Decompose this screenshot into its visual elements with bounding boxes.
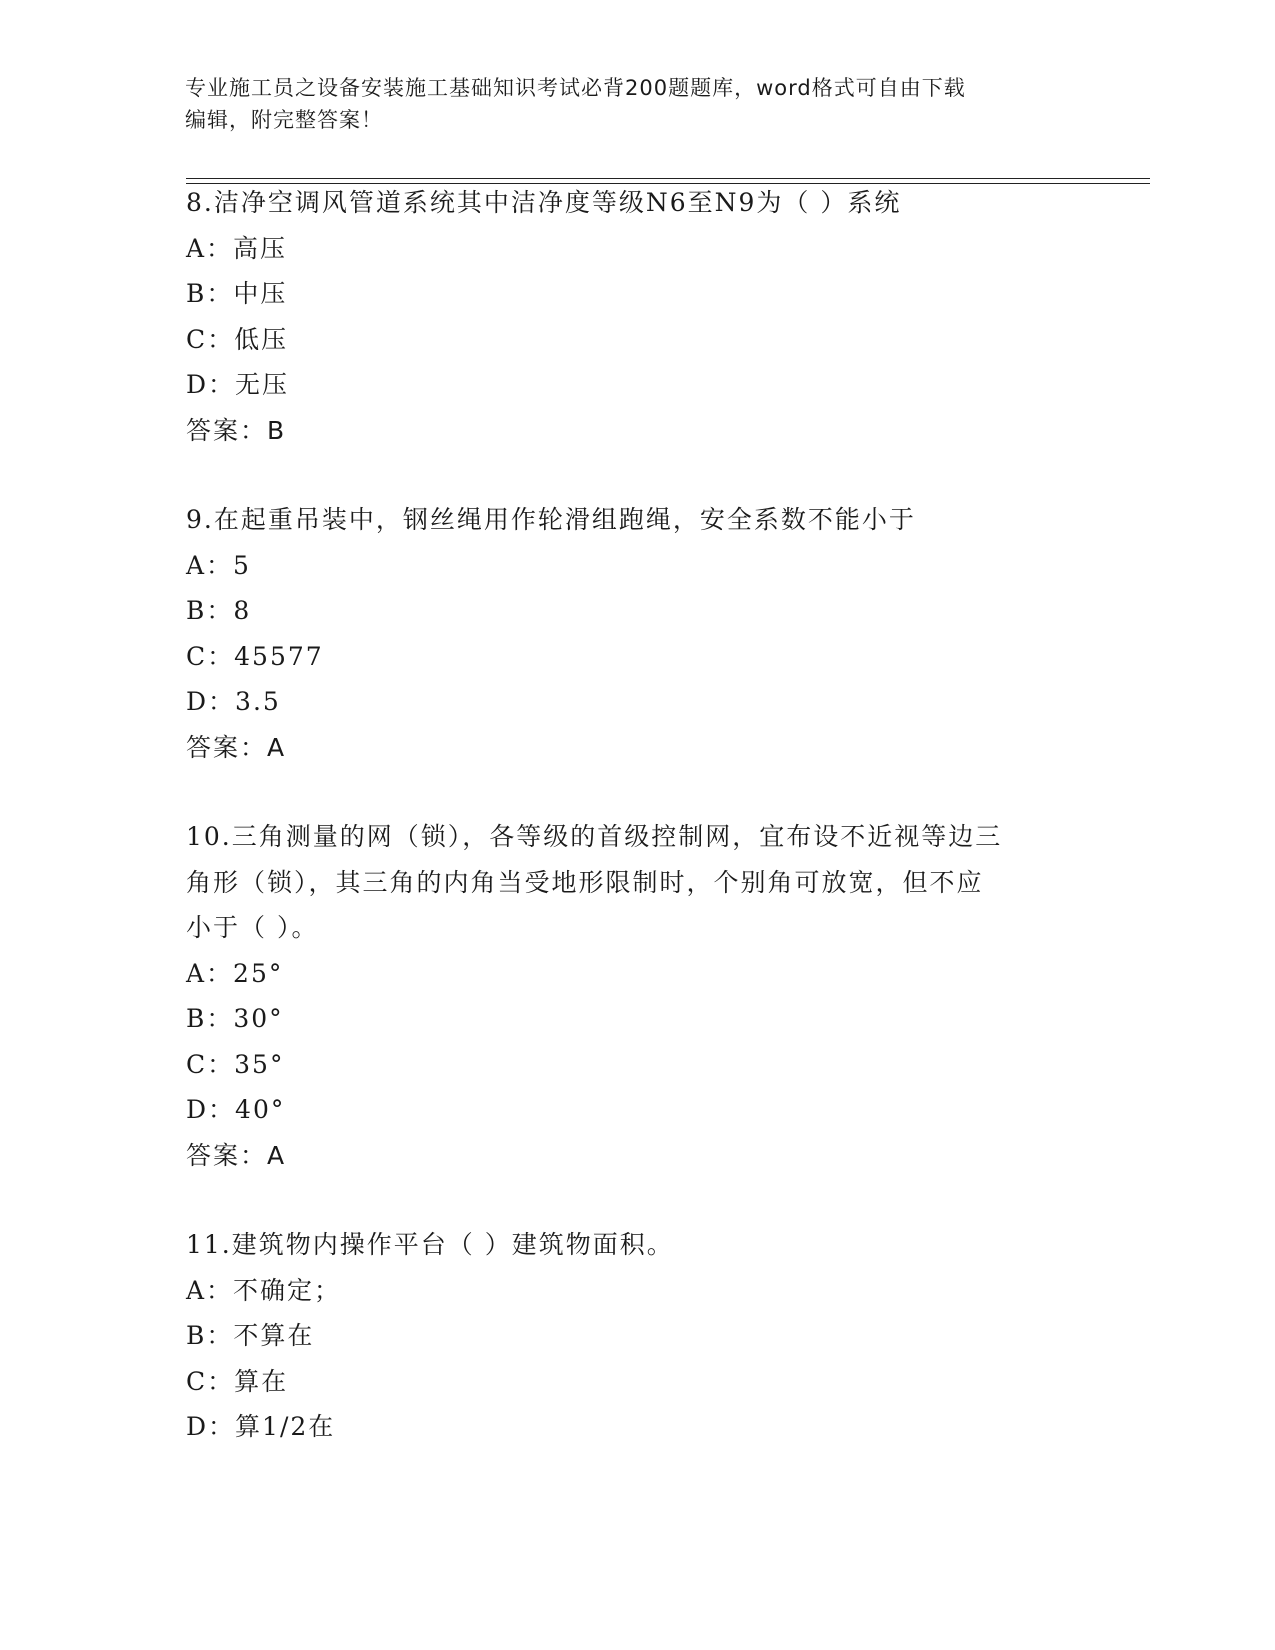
option-d: D：无压	[186, 370, 290, 399]
option-b: B：8	[186, 596, 252, 625]
answer: 答案：B	[186, 415, 287, 445]
question-9	[186, 497, 1086, 770]
option-c: C：45577	[186, 641, 324, 671]
question-9-stem	[186, 497, 1086, 543]
option-d: D：算1/2在	[186, 1412, 336, 1441]
header-line-1: 专业施工员之设备安装施工基础知识考试必背200题题库，word格式可自由下载	[185, 76, 966, 100]
question-text: 洁净空调风管道系统其中洁净度等级N6至N9为（ ）系统	[213, 188, 902, 217]
question-10-stem-line-2: 角形（锁），其三角的内角当受地形限制时，个别角可放宽，但不应	[186, 867, 984, 897]
option-d: D：3.5	[186, 687, 281, 716]
header-line-2: 编辑，附完整答案！	[185, 108, 383, 132]
option-a: A：不确定；	[186, 1275, 342, 1305]
option-a: A：25°	[186, 958, 284, 988]
question-number: 8.	[186, 188, 214, 217]
question-text: 建筑物内操作平台（ ）建筑物面积。	[231, 1230, 674, 1259]
question-text: 在起重吊装中，钢丝绳用作轮滑组跑绳，安全系数不能小于	[213, 505, 916, 534]
option-b: B：不算在	[186, 1321, 315, 1350]
option-b: B：中压	[186, 279, 288, 308]
document-header	[185, 72, 1085, 136]
option-c: C：算在	[186, 1366, 289, 1396]
answer: 答案：A	[186, 732, 287, 762]
question-text: 三角测量的网（锁），各等级的首级控制网，宜布设不近视等边三	[231, 822, 1003, 851]
question-10	[186, 814, 1086, 1178]
question-number: 10.	[186, 822, 232, 851]
option-d: D：40°	[186, 1095, 286, 1124]
option-c: C：低压	[186, 324, 289, 354]
question-number: 9.	[186, 505, 214, 534]
option-b: B：30°	[186, 1004, 284, 1033]
answer: 答案：A	[186, 1140, 287, 1170]
header-rule-top	[186, 178, 1150, 179]
option-c: C：35°	[186, 1049, 285, 1079]
question-11-stem	[186, 1222, 1086, 1268]
option-a: A：5	[186, 550, 251, 580]
question-10-stem-line-1	[186, 814, 1086, 860]
question-8-stem	[186, 180, 1086, 226]
question-number: 11.	[186, 1230, 232, 1259]
question-8	[186, 180, 1086, 453]
option-a: A：高压	[186, 233, 288, 263]
question-10-stem-line-3: 小于（ ）。	[186, 913, 319, 942]
question-11	[186, 1222, 1086, 1450]
